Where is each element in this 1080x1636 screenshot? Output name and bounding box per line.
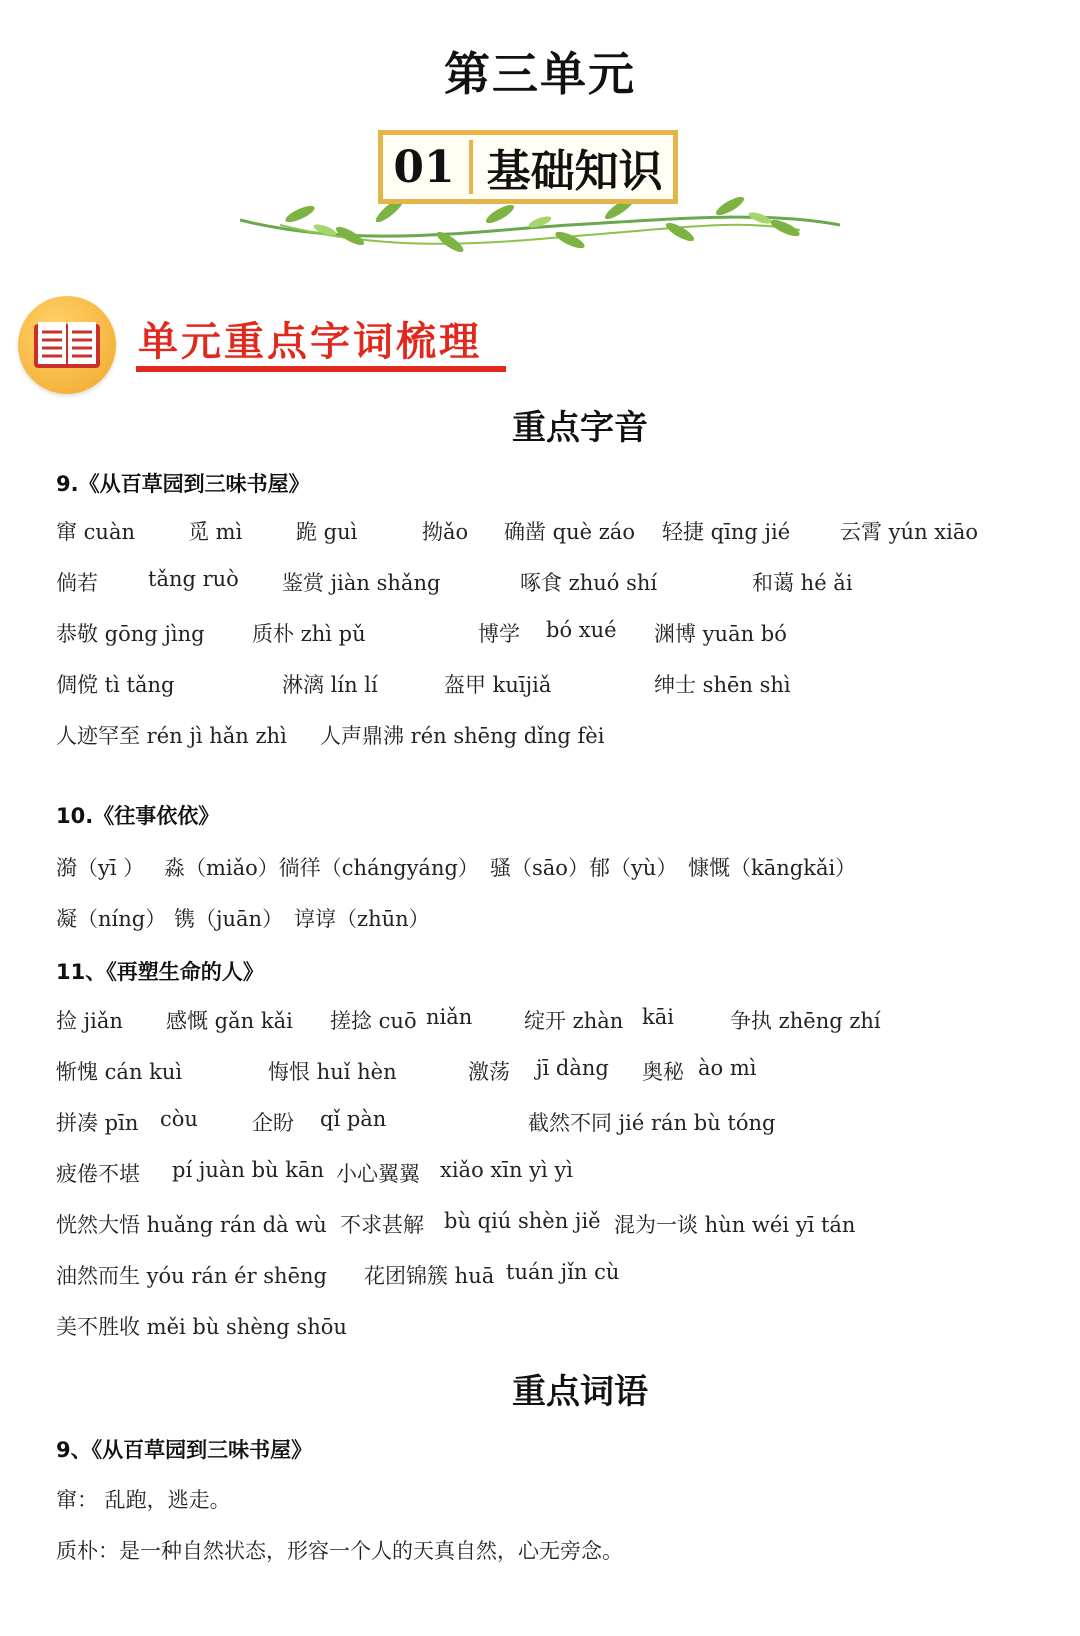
word-item: pí juàn bù kān	[172, 1158, 325, 1182]
word-item: 不求甚解	[340, 1213, 424, 1237]
lesson-11-title: 11、《再塑生命的人》	[56, 960, 264, 984]
word-item: 跪 guì	[296, 520, 358, 544]
word-item: 企盼	[252, 1111, 294, 1135]
word-item: 恭敬 gōng jìng	[56, 622, 205, 646]
word-item: còu	[160, 1107, 198, 1131]
pronunciation-row	[0, 852, 1080, 892]
word-item: 人迹罕至 rén jì hǎn zhì	[56, 724, 287, 748]
word-item: tuán jǐn cù	[506, 1260, 620, 1284]
word-item: 恍然大悟 huǎng rán dà wù	[56, 1213, 327, 1237]
word-item: 油然而生 yóu rán ér shēng	[56, 1264, 327, 1288]
word-item: 凝（níng）	[56, 907, 167, 931]
word-item: 绽开 zhàn	[524, 1009, 624, 1033]
book-icon	[18, 296, 116, 394]
badge-divider	[469, 140, 473, 194]
pronunciation-row	[0, 1209, 1080, 1249]
word-item: 激荡	[468, 1060, 510, 1084]
word-item: 美不胜收 měi bù shèng shōu	[56, 1315, 347, 1339]
word-item: 混为一谈 hùn wéi yī tán	[614, 1213, 856, 1237]
badge-number: 01	[393, 141, 455, 193]
word-item: niǎn	[426, 1005, 473, 1029]
word-item: tǎng ruò	[148, 567, 239, 591]
word-item: 奥秘	[642, 1060, 684, 1084]
pronunciation-row	[0, 1005, 1080, 1045]
vocabulary-heading: 重点词语	[512, 1372, 648, 1412]
word-item: 确凿 què záo	[504, 520, 635, 544]
word-item: 质朴 zhì pǔ	[252, 622, 366, 646]
word-item: 淼（miǎo）徜徉（chángyáng）	[164, 856, 479, 880]
word-item: 和蔼 hé ǎi	[752, 571, 853, 595]
vocab-lesson-9-title: 9、《从百草园到三味书屋》	[56, 1438, 313, 1462]
word-item: 云霄 yún xiāo	[840, 520, 978, 544]
pronunciation-row	[0, 1056, 1080, 1096]
word-item: 花团锦簇 huā	[364, 1264, 495, 1288]
pronunciation-row	[0, 1107, 1080, 1147]
word-item: bù qiú shèn jiě	[444, 1209, 601, 1233]
word-item: 拗ǎo	[422, 520, 469, 544]
badge-box	[378, 130, 678, 204]
pronunciation-row	[0, 1158, 1080, 1198]
word-item: 疲倦不堪	[56, 1162, 140, 1186]
word-item: 惭愧 cán kuì	[56, 1060, 183, 1084]
word-item: 拼凑 pīn	[56, 1111, 139, 1135]
page-title: 第三单元	[444, 47, 636, 101]
word-item: 倜傥 tì tǎng	[56, 673, 175, 697]
pronunciation-row	[0, 903, 1080, 943]
word-item: 倘若	[56, 571, 98, 595]
section-title: 单元重点字词梳理	[138, 319, 482, 365]
section-header	[18, 296, 538, 396]
word-item: 渊博 yuān bó	[654, 622, 787, 646]
word-item: 谆谆（zhūn）	[294, 907, 430, 931]
word-item: 博学	[478, 622, 520, 646]
badge-label: 基础知识	[486, 146, 663, 197]
word-item: ào mì	[698, 1056, 757, 1080]
pronunciation-row	[0, 567, 1080, 607]
word-item: 鉴赏 jiàn shǎng	[282, 571, 441, 595]
pronunciation-row	[0, 669, 1080, 709]
pronunciation-row	[0, 516, 1080, 556]
pronunciation-row	[0, 720, 1080, 760]
lesson-9-title: 9.《从百草园到三味书屋》	[56, 472, 310, 496]
lesson-10-title: 10.《往事依依》	[56, 804, 220, 828]
word-item: 轻捷 qīng jié	[662, 520, 791, 544]
word-item: jī dàng	[536, 1056, 609, 1080]
vocab-entry: 窜： 乱跑，逃走。	[56, 1488, 231, 1512]
word-item: 骚（sāo）郁（yù）	[490, 856, 678, 880]
word-item: 觅 mì	[188, 520, 243, 544]
word-item: kāi	[642, 1005, 674, 1029]
word-item: 慷慨（kāngkǎi）	[688, 856, 857, 880]
word-item: 争执 zhēng zhí	[730, 1009, 881, 1033]
word-item: 镌（juān）	[174, 907, 284, 931]
pronunciation-row	[0, 1260, 1080, 1300]
pronunciation-row	[0, 1311, 1080, 1351]
word-item: 漪（yī ）	[56, 856, 145, 880]
word-item: bó xué	[546, 618, 617, 642]
word-item: 搓捻 cuō	[330, 1009, 417, 1033]
word-item: 啄食 zhuó shí	[520, 571, 658, 595]
word-item: 人声鼎沸 rén shēng dǐng fèi	[320, 724, 605, 748]
word-item: qǐ pàn	[320, 1107, 387, 1131]
section-underline	[136, 366, 506, 372]
word-item: 捡 jiǎn	[56, 1009, 123, 1033]
word-item: 小心翼翼	[336, 1162, 420, 1186]
word-item: 截然不同 jié rán bù tóng	[528, 1111, 776, 1135]
pronunciation-heading: 重点字音	[512, 408, 648, 448]
vocab-entry: 质朴：是一种自然状态，形容一个人的天真自然，心无旁念。	[56, 1539, 623, 1563]
word-item: 窜 cuàn	[56, 520, 136, 544]
basic-knowledge-badge	[240, 120, 840, 260]
word-item: 盔甲 kuījiǎ	[444, 673, 552, 697]
pronunciation-row	[0, 618, 1080, 658]
word-item: 绅士 shēn shì	[654, 673, 791, 697]
word-item: 悔恨 huǐ hèn	[268, 1060, 397, 1084]
word-item: 淋漓 lín lí	[282, 673, 378, 697]
word-item: 感慨 gǎn kǎi	[166, 1009, 293, 1033]
word-item: xiǎo xīn yì yì	[440, 1158, 573, 1182]
